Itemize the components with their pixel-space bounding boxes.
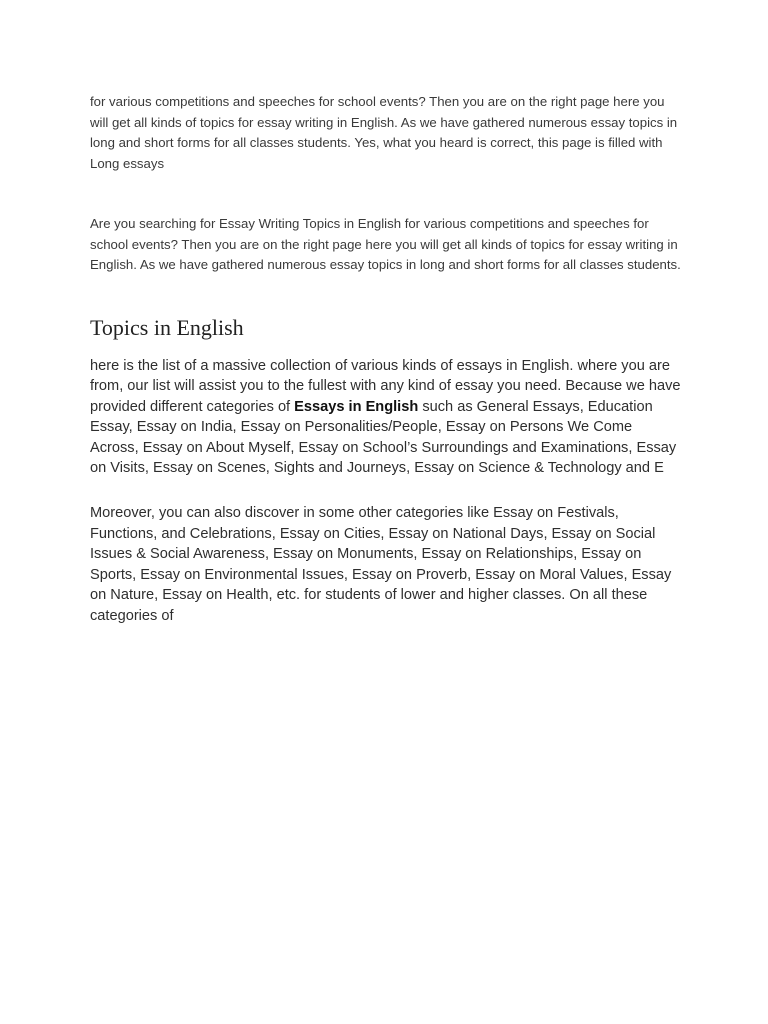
intro-paragraph-continued: for various competitions and speeches for school events? Then you are on the right page here you will get all kinds of topics for essay writing in English. As we have gathered numerous essay topics in long and short forms for all classes students. Yes, what you heard is correct, this page is filled with Long essays <box>90 94 678 171</box>
intro-paragraph: Are you searching for Essay Writing Topics in English for various competitions and speeches for school events? Then you are on the right page here you will get all kinds of topics for essay writing in English. As we have gathered numerous essay topics in long and short forms for all classes students. <box>90 216 681 272</box>
topics-paragraph <box>90 356 682 480</box>
essays-in-english-bold: Essays in English <box>294 398 419 415</box>
topics-paragraph-text-start: here is the list of a massive collection of various kinds of essays in English. where you are from, our list will assist you to the fullest with any kind of essay you need. Because we have provided different categories of <box>90 357 681 415</box>
document-page <box>90 92 682 627</box>
section-heading: Topics in English <box>90 314 244 340</box>
categories-paragraph: Moreover, you can also discover in some other categories like Essay on Festivals, Functions, and Celebrations, Essay on Cities, Essay on National Days, Essay on Social Issues & Social Awareness, Essay on Monuments, Essay on Relationships, Essay on Sports, Essay on Environmental Issues, Essay on Proverb, Essay on Moral Values, Essay on Nature, Essay on Health, etc. for students of lower and higher classes. On all these categories of <box>90 505 672 625</box>
topics-paragraph-text-end: such as General Essays, Education Essay, Essay on India, Essay on Personalities/People, Essay on Persons We Come Across, Essay on About Myself, Essay on School’s Surroundings and Examinations, Essay on Visits, Essay on Scenes, Sights and Journeys, Essay on Science & Technology and E <box>90 398 677 477</box>
